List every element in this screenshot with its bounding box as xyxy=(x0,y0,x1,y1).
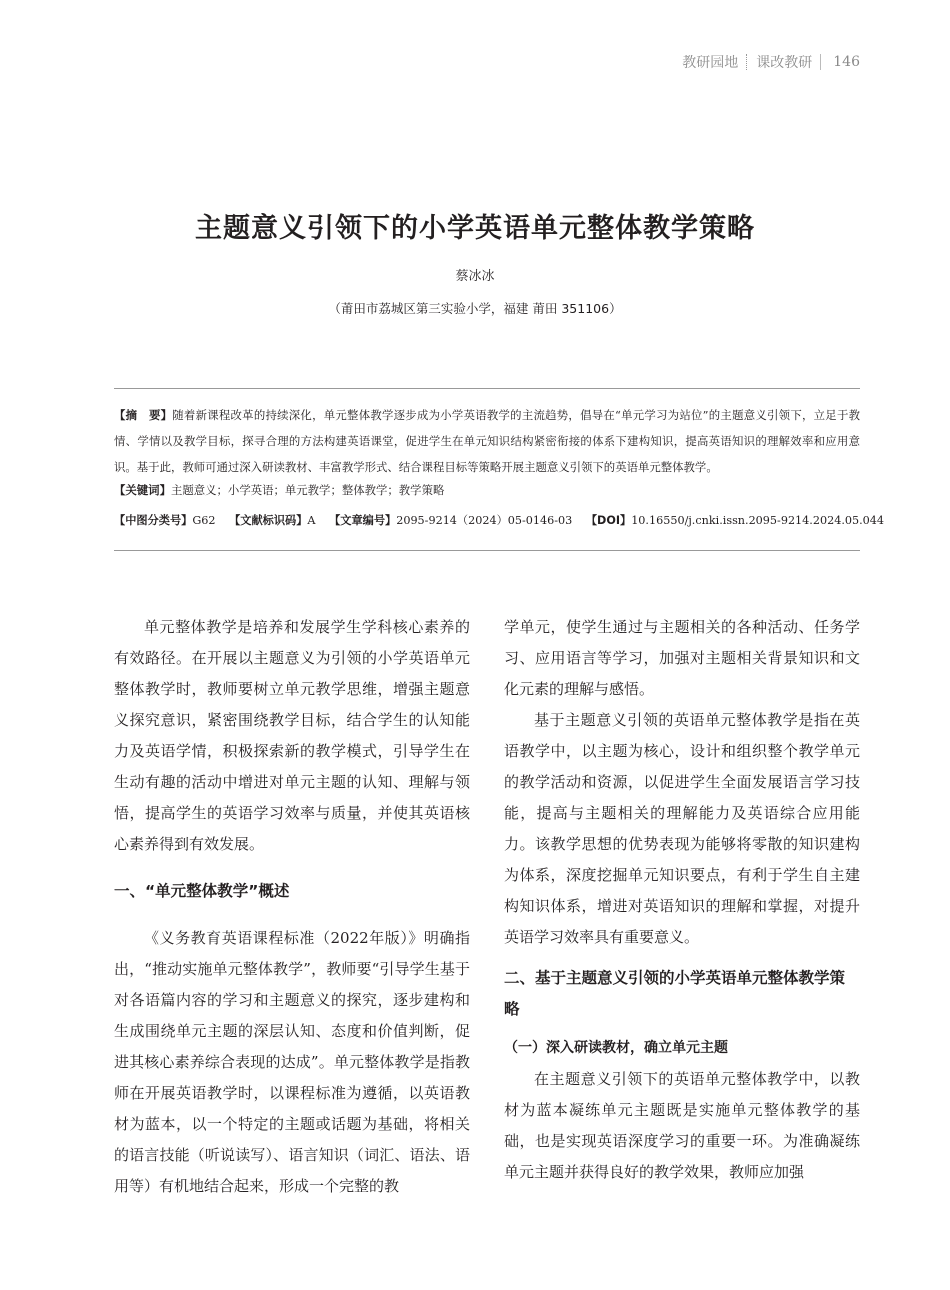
page-number: 146 xyxy=(833,54,860,70)
keywords xyxy=(114,482,860,498)
body-paragraph: 单元整体教学是培养和发展学生学科核心素养的有效路径。在开展以主题意义为引领的小学英语单元整体教学时，教师要树立单元教学思维，增强主题意义探究意识，紧密围绕教学目标，结合学生的认知能力及英语学情，积极探索新的教学模式，引导学生在生动有趣的活动中增进对单元主题的认知、理解与领悟，提高学生的英语学习效率与质量，并使其英语核心素养得到有效发展。 xyxy=(114,618,470,853)
body-paragraph: 在主题意义引领下的英语单元整体教学中，以教材为蓝本凝练单元主题既是实施单元整体教学的基础，也是实现英语深度学习的重要一环。为准确凝练单元主题并获得良好的教学效果，教师应加强 xyxy=(504,1070,860,1181)
abstract-label: 【摘 要】 xyxy=(114,408,173,422)
keywords-text: 主题意义；小学英语；单元教学；整体教学；教学策略 xyxy=(170,483,445,497)
doi-label: 【DOI】 xyxy=(585,514,632,527)
clc-value: G62 xyxy=(192,514,216,527)
author-name: 蔡冰冰 xyxy=(455,269,495,284)
clc-label: 【中图分类号】 xyxy=(114,514,193,527)
article-title: 主题意义引领下的小学英语单元整体教学策略 xyxy=(195,213,755,244)
doc-code-label: 【文献标识码】 xyxy=(229,514,308,527)
body-paragraph: 基于主题意义引领的英语单元整体教学是指在英语教学中，以主题为核心，设计和组织整个教学单元的教学活动和资源，以促进学生全面发展语言学习技能，提高与主题相关的理解能力及英语综合应用能力。该教学思想的优势表现为能够将零散的知识建构为体系，深度挖掘单元知识要点，有利于学生自主建构知识体系，增进对英语知识的理解和掌握，对提升英语学习效率具有重要意义。 xyxy=(504,711,860,946)
article-number-value: 2095-9214（2024）05-0146-03 xyxy=(396,514,573,527)
body-column-left xyxy=(114,612,470,1202)
section-heading-2: 二、基于主题意义引领的小学英语单元整体教学策略 xyxy=(504,969,846,1018)
body-paragraph: 《义务教育英语课程标准（2022年版）》明确指出，“推动实施单元整体教学”，教师要“引导学生基于对各语篇内容的学习和主题意义的探究，逐步建构和生成围绕单元主题的深层认知、态度和价值判断，促进其核心素养综合表现的达成”。单元整体教学是指教师在开展英语教学时，以课程标准为遵循，以英语教材为蓝本，以一个特定的主题或话题为基础，将相关的语言技能（听说读写）、语言知识（词汇、语法、语用等）有机地结合起来，形成一个完整的教 xyxy=(114,929,470,1195)
classification-line xyxy=(114,512,885,528)
subsection-heading-1: （一）深入研读教材，确立单元主题 xyxy=(504,1040,728,1056)
abstract-text: 随着新课程改革的持续深化，单元整体教学逐步成为小学英语教学的主流趋势，倡导在“单元学习为站位”的主题意义引领下，立足于教情、学情以及教学目标，探寻合理的方法构建英语课堂，促进学生在单元知识结构紧密衔接的体系下建构知识，提高英语知识的理解效率和应用意识。基于此，教师可通过深入研读教材、丰富教学形式、结合课程目标等策略开展主题意义引领下的英语单元整体教学。 xyxy=(114,408,860,474)
header-divider xyxy=(820,54,821,70)
article-number-label: 【文章编号】 xyxy=(329,514,397,527)
doi-value: 10.16550/j.cnki.issn.2095-9214.2024.05.044 xyxy=(631,514,885,527)
body-paragraph: 学单元，使学生通过与主题相关的各种活动、任务学习、应用语言等学习，加强对主题相关背景知识和文化元素的理解与感悟。 xyxy=(504,618,860,698)
abstract xyxy=(114,402,860,480)
body-column-right xyxy=(504,612,860,1188)
keywords-label: 【关键词】 xyxy=(114,483,171,497)
header-section-1: 教研园地 xyxy=(682,55,739,71)
header-divider xyxy=(746,54,748,70)
doc-code-value: A xyxy=(307,514,316,527)
divider-top xyxy=(114,388,860,389)
divider-bottom xyxy=(114,550,860,551)
section-heading-1: 一、“单元整体教学”概述 xyxy=(114,882,290,900)
author-affiliation: （莆田市荔城区第三实验小学，福建 莆田 351106） xyxy=(328,301,622,316)
header-section-2: 课改教研 xyxy=(756,55,813,71)
running-header xyxy=(682,52,860,72)
